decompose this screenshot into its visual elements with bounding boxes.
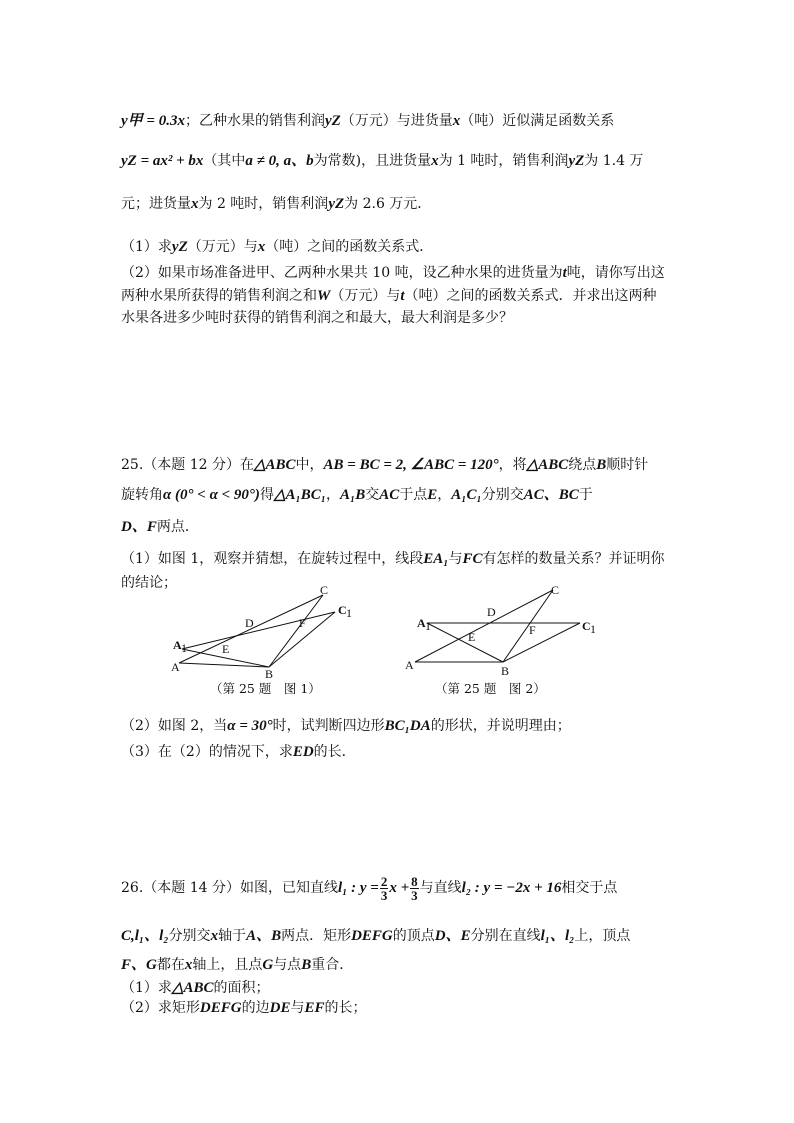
- p24-line-3: 元；进货量x为 2 吨时，销售利润yZ为 2.6 万元．: [121, 196, 432, 212]
- label-A1: A: [173, 638, 182, 652]
- seg-B-C: [503, 590, 553, 662]
- formula-y-yi: yZ = ax² + bx: [121, 153, 204, 169]
- p24-question-1: （1）求yZ（万元）与x（吨）之间的函数关系式．: [121, 239, 434, 255]
- seg-A1-B: [427, 623, 503, 662]
- label-A: A: [171, 660, 180, 674]
- label-A1-sub: 1: [181, 641, 187, 655]
- label-F: F: [299, 616, 306, 630]
- label-C1: C: [582, 619, 591, 633]
- label-D: D: [487, 605, 496, 619]
- p24-question-2-line-1: （2）如果市场准备进甲、乙两种水果共 10 吨，设乙种水果的进货量为t吨，请你写出这: [121, 265, 665, 281]
- label-E: E: [468, 630, 476, 644]
- label-B: B: [501, 664, 510, 678]
- p26-question-2: （2）求矩形DEFG的边DE与EF的长；: [121, 1000, 367, 1016]
- p25-question-3: （3）在（2）的情况下，求ED的长．: [121, 744, 356, 760]
- p24-question-2-line-3: 水果各进多少吨时获得的销售利润之和最大，最大利润是多少？: [121, 310, 513, 326]
- label-F: F: [529, 623, 536, 637]
- seg-A-B: [179, 663, 269, 667]
- p25-question-2: （2）如图 2，当α = 30°时，试判断四边形BC₁DA的形状，并说明理由；: [121, 718, 571, 734]
- p25-line-2: 旋转角α (0° < α < 90°)得△A₁BC₁，A₁B交AC于点E，A₁C₁分别交AC、BC于: [121, 487, 593, 503]
- p24-line-2: yZ = ax² + bx（其中a ≠ 0, a、b为常数)，且进货量x为 1 吨时，销售利润yZ为 1.4 万: [121, 153, 644, 169]
- label-B: B: [265, 667, 274, 681]
- seg-B-C1: [503, 623, 580, 662]
- p26-line-1: 26.（本题 14 分）如图，已知直线l₁ : y = $\frac{2}{3}$ x + $\frac{8}{3}$ 与直线l₂ : y = −2x + 16相交于点: [121, 873, 618, 903]
- figure-2-caption: （第 25 题 图 2）: [435, 681, 546, 696]
- p25-line-3: D、F两点．: [121, 519, 199, 535]
- label-A1-sub: 1: [425, 619, 431, 633]
- figure-1-caption: （第 25 题 图 1）: [210, 681, 321, 696]
- p24-question-2-line-2: 两种水果所获得的销售利润之和W（万元）与t（吨）之间的函数关系式．并求出这两种: [121, 288, 657, 304]
- label-A: A: [405, 658, 414, 672]
- label-C1: C: [338, 603, 347, 617]
- p26-line-2: C,l₁、l₂分别交x轴于A、B两点．矩形DEFG的顶点D、E分别在直线l₁、l₂上，顶点: [121, 928, 631, 944]
- figure-2-diagram: [405, 583, 610, 683]
- seg-B-C: [269, 595, 323, 667]
- label-C1-sub: 1: [346, 606, 352, 620]
- p26-line-3: F、G都在x轴上，且点G与点B重合．: [121, 957, 354, 973]
- p25-line-1: 25.（本题 12 分）在△ABC中，AB = BC = 2, ∠ABC = 120°，将△ABC绕点B顺时针: [121, 457, 649, 473]
- fraction-2-3: $\frac{2}{3}$: [380, 873, 388, 903]
- label-C: C: [551, 583, 560, 597]
- label-E: E: [222, 642, 230, 656]
- p25-question-1-line-2: 的结论；: [121, 575, 177, 591]
- label-C: C: [320, 583, 329, 597]
- p24-line-1: y甲 = 0.3x；乙种水果的销售利润yZ（万元）与进货量x（吨）近似满足函数关系: [121, 113, 615, 129]
- p25-question-1-line-1: （1）如图 1，观察并猜想，在旋转过程中，线段EA₁与FC有怎样的数量关系？并证明你: [121, 551, 665, 567]
- fraction-8-3: $\frac{8}{3}$: [411, 873, 418, 903]
- figure-1-diagram: [165, 583, 365, 683]
- formula-y-jia: y甲 = 0.3x: [121, 113, 185, 129]
- p26-question-1: （1）求△ABC的面积；: [121, 980, 270, 996]
- label-D: D: [245, 616, 254, 630]
- label-C1-sub: 1: [590, 622, 596, 636]
- label-A1: A: [417, 616, 426, 630]
